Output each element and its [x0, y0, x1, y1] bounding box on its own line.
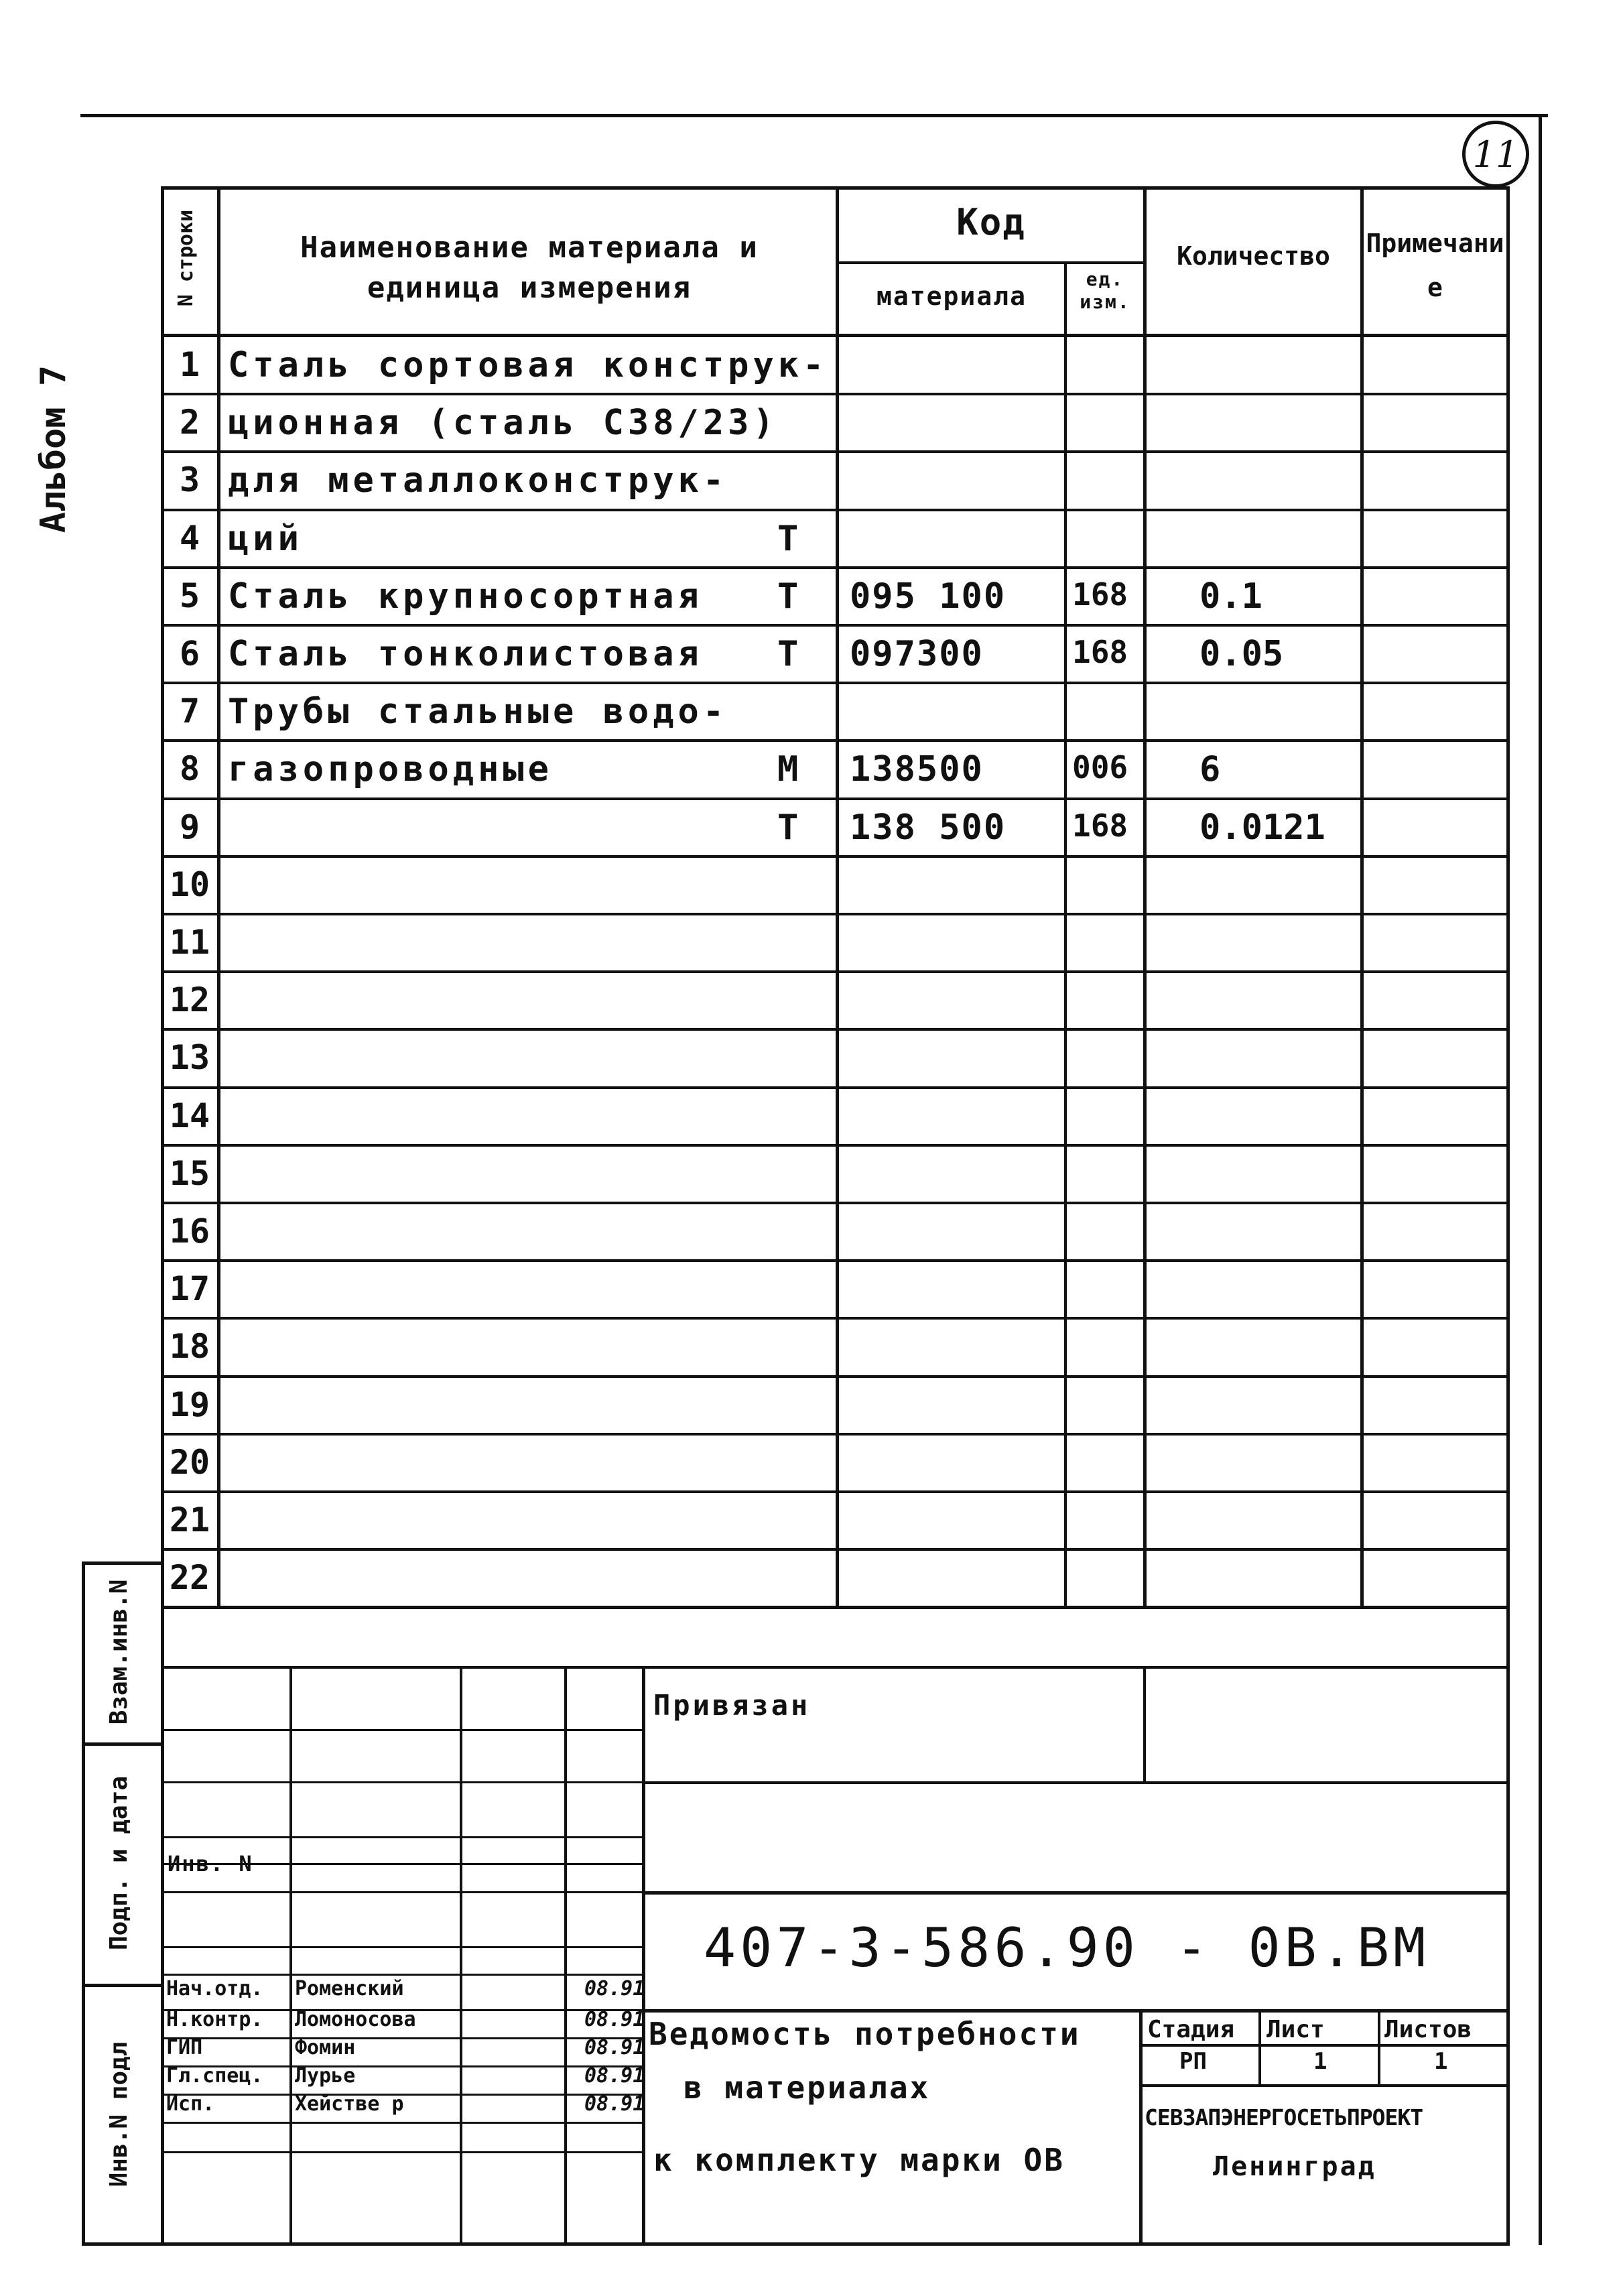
sheet-number-circle [1462, 121, 1529, 188]
row-material-code: 095 100 [850, 576, 1007, 617]
row-quantity: 0.1 [1199, 576, 1262, 617]
row-divider [161, 1086, 1508, 1089]
grid-line [161, 1891, 643, 1893]
row-number: 11 [169, 923, 210, 962]
row-number: 10 [169, 865, 210, 904]
header-code-material: материала [877, 281, 1027, 311]
signer-name: Лурье [295, 2064, 356, 2088]
stage-value: РП [1179, 2048, 1207, 2075]
doc-title-line-1: Ведомость потребности [649, 2016, 1081, 2052]
row-number: 2 [179, 403, 200, 442]
row-unit: М [777, 749, 803, 789]
album-label: Альбом 7 [34, 365, 74, 533]
row-divider [161, 1490, 1508, 1493]
signer-date: 08.91 [584, 2036, 645, 2059]
row-number: 14 [169, 1096, 210, 1135]
stamp-vzam: Взам.инв.N [105, 1579, 133, 1725]
row-number: 6 [179, 634, 200, 673]
row-number: 8 [179, 749, 200, 788]
header-row-no: N строки [174, 209, 198, 307]
row-quantity: 0.05 [1199, 634, 1284, 674]
row-unit: Т [777, 634, 803, 674]
row-number: 17 [169, 1269, 210, 1308]
row-divider [161, 393, 1508, 395]
row-unit-code: 168 [1072, 634, 1128, 670]
sheets-value: 1 [1434, 2048, 1448, 2075]
signer-role: ГИП [166, 2036, 203, 2059]
row-divider [161, 682, 1508, 684]
row-material-name: Трубы стальные водо- [228, 692, 728, 732]
signer-role: Исп. [166, 2092, 215, 2116]
row-material-code: 138500 [850, 749, 984, 789]
signer-date: 08.91 [584, 2064, 645, 2088]
row-quantity: 0.0121 [1199, 808, 1325, 848]
row-divider [161, 1548, 1508, 1551]
row-divider [161, 624, 1508, 627]
sheets-label: Листов [1384, 2016, 1472, 2043]
row-divider [161, 739, 1508, 742]
signer-date: 08.91 [584, 1977, 645, 2000]
row-number: 16 [169, 1212, 210, 1251]
row-number: 1 [179, 345, 200, 384]
row-number: 9 [179, 808, 200, 846]
grid-line [161, 2037, 643, 2039]
row-number: 18 [169, 1327, 210, 1366]
inv-n-label: Инв. N [168, 1851, 253, 1876]
right-border [1539, 114, 1542, 2245]
row-quantity: 6 [1199, 749, 1221, 789]
row-unit-code: 168 [1072, 808, 1128, 844]
row-divider [161, 450, 1508, 453]
row-material-code: 138 500 [850, 808, 1007, 848]
row-divider [161, 913, 1508, 915]
header-code: Код [956, 201, 1026, 243]
document-designation: 407-3-586.90 - 0В.ВМ [704, 1917, 1430, 1979]
signer-name: Роменский [295, 1977, 404, 2000]
grid-line [161, 2122, 643, 2124]
row-divider [161, 1433, 1508, 1436]
row-number: 22 [169, 1558, 210, 1597]
stamp-inv: Инв.N подл [105, 2041, 133, 2187]
row-material-name: Сталь крупносортная [228, 576, 703, 617]
doc-title-line-3: к комплекту марки ОВ [653, 2142, 1065, 2178]
row-divider [161, 566, 1508, 569]
sheet-label: Лист [1267, 2016, 1325, 2043]
row-unit-code: 168 [1072, 576, 1128, 613]
row-divider [161, 855, 1508, 858]
row-number: 15 [169, 1154, 210, 1193]
row-material-code: 097300 [850, 634, 984, 674]
privyazan-label: Привязан [653, 1689, 811, 1722]
row-number: 20 [169, 1443, 210, 1482]
header-note: Примечание [1366, 229, 1504, 302]
row-material-name: Сталь сортовая конструк- [228, 345, 828, 385]
row-material-name: ционная (сталь С38/23) [228, 403, 778, 443]
row-divider [161, 1317, 1508, 1320]
row-divider [161, 1375, 1508, 1378]
row-number: 5 [179, 576, 200, 615]
sheet-value: 1 [1313, 2048, 1327, 2075]
signer-date: 08.91 [584, 2008, 645, 2031]
row-material-name: для металлоконструк- [228, 460, 728, 501]
row-material-name: газопроводные [228, 749, 553, 789]
row-divider [161, 798, 1508, 800]
organization-name: СЕВЗАПЭНЕРГОСЕТЬПРОЕКТ [1145, 2104, 1423, 2130]
grid-line [161, 1974, 643, 1976]
signer-role: Н.контр. [166, 2008, 263, 2031]
organization-city: Ленинград [1213, 2151, 1376, 2182]
grid-line [161, 1729, 643, 1731]
row-number: 19 [169, 1385, 210, 1424]
row-divider [161, 509, 1508, 511]
signer-name: Фомин [295, 2036, 356, 2059]
row-divider [161, 1202, 1508, 1204]
grid-line [161, 1836, 643, 1838]
grid-line [161, 1781, 643, 1783]
row-number: 21 [169, 1501, 210, 1539]
row-divider [161, 1028, 1508, 1031]
row-number: 7 [179, 692, 200, 730]
header-quantity: Количество [1177, 241, 1330, 271]
signer-name: Ломоносова [295, 2008, 416, 2031]
signer-role: Гл.спец. [166, 2064, 263, 2088]
stamp-podp: Подп. и дата [105, 1775, 133, 1951]
row-divider [161, 1259, 1508, 1262]
row-unit: Т [777, 576, 803, 617]
row-unit-code: 006 [1072, 749, 1128, 785]
row-number: 4 [179, 519, 200, 558]
stage-label: Стадия [1147, 2016, 1235, 2043]
row-number: 13 [169, 1038, 210, 1077]
grid-line [161, 2151, 643, 2153]
signer-name: Хействе р [295, 2092, 404, 2116]
signer-date: 08.91 [584, 2092, 645, 2116]
row-material-name: ций [228, 519, 303, 559]
row-unit: Т [777, 808, 803, 848]
row-number: 12 [169, 980, 210, 1019]
top-border [80, 114, 1548, 117]
header-code-unit: ед. изм. [1080, 268, 1130, 313]
row-divider [161, 1144, 1508, 1147]
doc-title-line-2: в материалах [684, 2069, 931, 2106]
header-name: Наименование материала и единица измерения [300, 231, 759, 305]
signer-role: Нач.отд. [166, 1977, 263, 2000]
row-unit: Т [777, 519, 803, 559]
row-material-name: Сталь тонколистовая [228, 634, 703, 674]
sheet-number: 11 [1472, 133, 1519, 176]
row-number: 3 [179, 460, 200, 499]
grid-line [161, 1946, 643, 1948]
row-divider [161, 970, 1508, 973]
